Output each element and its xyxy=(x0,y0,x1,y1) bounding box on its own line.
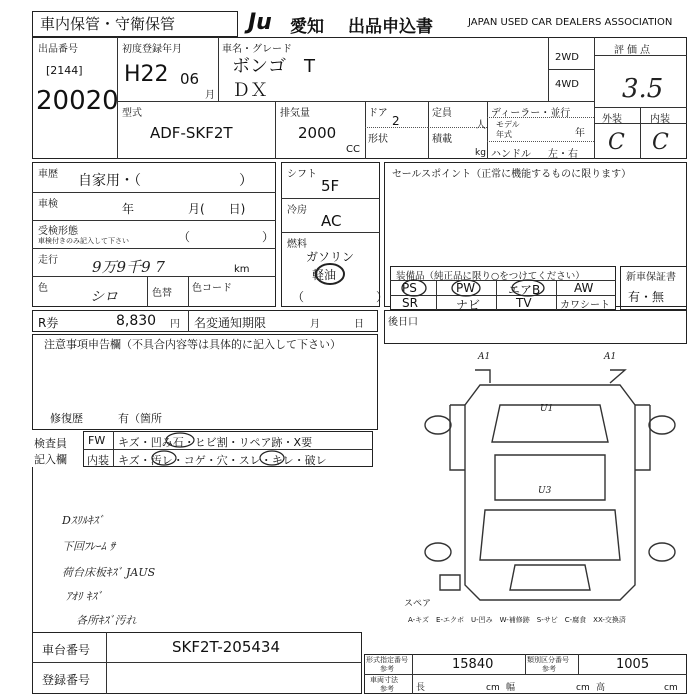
capacity-label: 定員 xyxy=(432,108,452,119)
color-change-label: 色替 xyxy=(152,288,172,299)
diagram-label-a1-right: A1 xyxy=(604,352,617,362)
checker-label-1: 検査員 xyxy=(34,437,67,450)
acceptance-note: 車検付きのみ記入して下さい xyxy=(38,237,129,245)
displacement-value: 2000 xyxy=(298,124,337,142)
type-value: 15840 xyxy=(452,657,494,672)
car-name: ボンゴ T xyxy=(232,56,315,77)
post-notes-block xyxy=(384,310,687,344)
equip-ps: PS xyxy=(402,281,417,295)
checker-label-2: 記入欄 xyxy=(34,453,67,466)
car-grade: ＤＸ xyxy=(232,80,268,101)
name-change-label: 名変通知期限 xyxy=(194,316,267,330)
first-reg-year: H22 xyxy=(124,62,169,87)
dim-w-cm: cm xyxy=(576,683,590,693)
mileage-value: 9万9千9 7 xyxy=(92,258,165,276)
doors-label: ドア xyxy=(368,108,388,119)
registration-label: 登録番号 xyxy=(42,673,91,687)
org-name: 愛知 xyxy=(290,17,324,37)
dim-l-cm: cm xyxy=(486,683,500,693)
dim-l: 長 xyxy=(416,683,426,693)
hand-note-3: 荷台床板ｷｽﾞ JAUS xyxy=(62,566,156,579)
sales-point-label: セールスポイント（正常に機能するものに限ります） xyxy=(392,169,632,180)
tax-unit: 円 xyxy=(170,319,180,330)
storage-title: 車内保管・守衛保管 xyxy=(40,15,176,33)
checker-row1-head: FW xyxy=(88,434,106,447)
diagram-label-u1: U1 xyxy=(540,404,554,414)
handle-label: ハンドル xyxy=(491,149,531,160)
class-sub: 参考 xyxy=(542,665,556,673)
equip-tv: TV xyxy=(516,296,532,310)
shift-label: シフト xyxy=(287,169,317,180)
aircon-value: AC xyxy=(321,212,342,230)
displacement-label: 排気量 xyxy=(280,108,310,119)
fuel-circle-mark xyxy=(290,255,360,290)
capacity-unit: 人 xyxy=(476,120,486,131)
class-label: 類別区分番号 xyxy=(527,656,569,664)
fuel-diesel: 軽油 xyxy=(312,268,337,282)
mileage-label: 走行 xyxy=(38,255,58,266)
first-reg-month-unit: 月 xyxy=(205,90,215,101)
exterior-grade: C xyxy=(608,130,625,155)
doors-value: 2 xyxy=(392,114,400,128)
fuel-gasoline: ガソリン xyxy=(306,250,355,264)
rating-score: 3.5 xyxy=(622,74,664,104)
displacement-unit: CC xyxy=(346,144,360,155)
drive-2wd: 2WD xyxy=(555,52,579,63)
interior-label: 内装 xyxy=(650,114,670,125)
color-label: 色 xyxy=(38,283,48,294)
equip-sr: SR xyxy=(402,296,418,310)
length-sub: 参考 xyxy=(380,685,394,693)
equip-navi: ナビ xyxy=(456,298,481,312)
equipment-label: 装備品（純正品に限り○をつけてください） xyxy=(396,271,585,282)
drive-4wd: 4WD xyxy=(555,79,579,90)
dim-h-cm: cm xyxy=(664,683,678,693)
dim-h: 高 xyxy=(596,683,606,693)
tax-label: R券 xyxy=(38,316,59,330)
inspection-month: 月( 日) xyxy=(188,202,246,216)
listing-label: 出品番号 xyxy=(38,44,78,55)
hand-note-1: Dｽﾘﾙｷｽﾞ xyxy=(62,514,104,527)
post-notes-label: 後日口 xyxy=(388,317,418,328)
chassis-label: 車台番号 xyxy=(42,643,91,657)
diagram-label-a1-left: A1 xyxy=(478,352,491,362)
type-sub: 参考 xyxy=(380,665,394,673)
checker-row2-head: 内装 xyxy=(87,454,109,467)
equip-pw: PW xyxy=(456,281,476,295)
dealer-label: ディーラー・並行 xyxy=(491,108,571,119)
car-diagram xyxy=(420,350,680,610)
acceptance-label: 受検形態 xyxy=(38,226,78,237)
checker-row1: キズ・凹み石・ヒビ割・リペア跡・X要 xyxy=(118,436,313,449)
acceptance-paren: （ ） xyxy=(178,230,275,244)
warranty-label: 新車保証書 xyxy=(626,272,676,283)
inspection-year: 年 xyxy=(122,202,135,216)
type-label: 形式指定番号 xyxy=(366,656,408,664)
hand-note-5: 各所ｷｽﾞ汚れ xyxy=(76,614,137,627)
hand-note-4: ｱｵﾘ ｷｽﾞ xyxy=(66,590,103,603)
hand-note-2: 下回ﾌﾚｰﾑ ｻ xyxy=(62,540,115,553)
repair-value: 有（箇所 xyxy=(118,412,162,425)
shape-label: 形状 xyxy=(368,134,388,145)
chassis-value: SKF2T-205434 xyxy=(172,638,280,656)
listing-small-number: [2144] xyxy=(46,64,83,77)
fuel-label: 燃料 xyxy=(287,239,307,250)
listing-number: 20020 xyxy=(36,86,119,116)
load-unit: kg xyxy=(475,148,486,158)
checker-row2: キズ・汚レ・コゲ・穴・スレ・キレ・破レ xyxy=(118,454,327,467)
rating-label: 評価点 xyxy=(614,45,653,56)
tax-value: 8,830 xyxy=(116,313,157,329)
interior-grade: C xyxy=(652,130,669,155)
color-value: シロ xyxy=(90,289,118,305)
repair-label: 修復歴 xyxy=(50,412,83,425)
equip-airbag: エアB xyxy=(508,283,541,297)
equip-leather-seat: カワシート xyxy=(560,300,610,311)
history-label: 車歴 xyxy=(38,169,58,180)
length-label: 車両寸法 xyxy=(370,676,398,684)
model-year-label-a: モデル xyxy=(496,120,520,129)
first-reg-label: 初度登録年月 xyxy=(122,44,182,55)
handle-options: 左・右 xyxy=(548,149,578,160)
diagram-label-u3: U3 xyxy=(538,486,552,496)
dim-w: 幅 xyxy=(506,683,516,693)
name-change-month: 月 xyxy=(310,319,320,330)
diagram-label-spare: スペア xyxy=(404,599,432,609)
shift-value: 5F xyxy=(321,177,340,195)
equipment-circles xyxy=(390,278,560,298)
association-english: JAPAN USED CAR DEALERS ASSOCIATION xyxy=(468,17,673,28)
model-year-unit: 年 xyxy=(575,128,585,139)
inspection-label: 車検 xyxy=(38,199,58,210)
model-label: 型式 xyxy=(122,108,142,119)
equip-aw: AW xyxy=(574,281,594,295)
exterior-label: 外装 xyxy=(602,114,622,125)
name-change-day: 日 xyxy=(354,319,364,330)
notes-label: 注意事項申告欄（不具合内容等は具体的に記入して下さい） xyxy=(44,338,341,351)
aircon-label: 冷房 xyxy=(287,205,307,216)
model-year-label-b: 年式 xyxy=(496,130,512,139)
class-value: 1005 xyxy=(616,657,650,672)
ju-logo: Ju xyxy=(248,10,272,35)
history-value: 自家用・（ ） xyxy=(78,173,253,189)
mileage-unit: km xyxy=(234,264,250,275)
color-code-label: 色コード xyxy=(192,283,232,294)
form-title: 出品申込書 xyxy=(348,17,433,37)
warranty-value: 有・無 xyxy=(628,290,665,304)
checker-circles xyxy=(150,430,300,468)
fuel-paren: （ ） xyxy=(292,290,389,304)
diagram-legend: A-キズ E-エクボ U-凹み W-補修跡 S-サビ C-腐食 XX-交換済 xyxy=(408,616,626,624)
first-reg-month: 06 xyxy=(180,70,200,88)
car-name-label: 車名・グレード xyxy=(222,44,292,55)
model-value: ADF-SKF2T xyxy=(150,124,233,142)
load-label: 積載 xyxy=(432,134,452,145)
